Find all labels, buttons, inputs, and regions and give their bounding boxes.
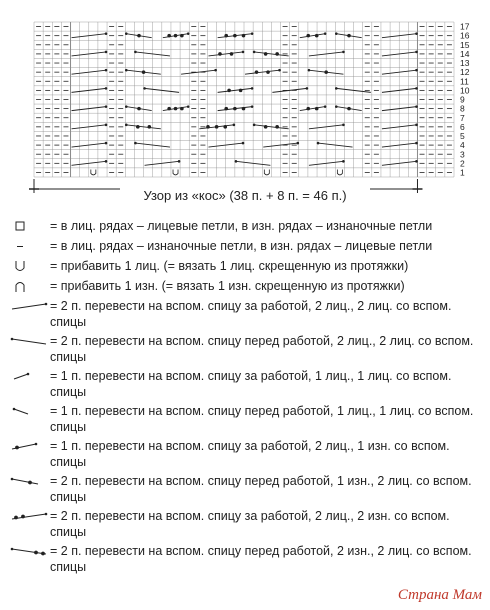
purl-dot — [315, 107, 319, 111]
cable-tip — [415, 32, 418, 35]
cable-tip — [214, 69, 217, 72]
purl-dot — [255, 70, 259, 74]
purl-dot — [167, 34, 171, 38]
cable-mark — [125, 32, 152, 37]
cable-tip — [105, 32, 108, 35]
purl-dot — [136, 125, 140, 129]
cable-tip — [105, 124, 108, 127]
row-number: 16 — [460, 30, 470, 41]
cable-mark — [72, 87, 108, 92]
purl-dot — [142, 70, 146, 74]
cable-2-2-back-icon — [8, 298, 50, 315]
knitting-chart — [0, 0, 490, 205]
purl-dot — [264, 125, 268, 129]
purl-dot — [264, 52, 268, 56]
legend-text: = 1 п. перевести на вспом. спицу за работой, 2 лиц., 1 изн. со вспом. спицы — [50, 439, 450, 469]
legend-item — [8, 258, 478, 275]
legend-text: = в лиц. рядах – лицевые петли, в изн. рядах – изнаночные петли — [50, 219, 433, 233]
purl-dot — [215, 125, 219, 129]
cable-tip — [415, 105, 418, 108]
cable-tip — [415, 51, 418, 54]
legend-item — [8, 333, 478, 365]
cable-mark — [382, 32, 418, 37]
cable-mark — [163, 105, 190, 110]
symbol-legend — [8, 218, 478, 578]
legend-text: = 1 п. перевести на вспом. спицу перед работой, 1 лиц., 1 лиц. со вспом. спицы — [50, 404, 474, 434]
purl-dot — [180, 34, 184, 38]
cable-tip — [415, 69, 418, 72]
cable-tip — [178, 160, 181, 163]
cable-tip — [235, 160, 238, 163]
cable-mark — [72, 105, 108, 110]
row-number: 8 — [460, 103, 465, 114]
purl-dot — [167, 107, 171, 111]
row-number: 2 — [460, 158, 465, 169]
cable-mark — [208, 51, 244, 56]
cable-1-1-back-icon — [8, 368, 50, 385]
legend-text: = 2 п. перевести на вспом. спицу за работой, 2 лиц., 2 лиц. со вспом. спицы — [50, 299, 452, 329]
purl-dot — [242, 107, 246, 111]
legend-text: = прибавить 1 изн. (= вязать 1 изн. скрещенную из протяжки) — [50, 279, 405, 293]
cable-mark — [245, 69, 281, 74]
purl-dot — [239, 89, 243, 93]
cable-mark — [72, 51, 108, 56]
cable-tip — [125, 105, 128, 108]
cable-tip — [187, 32, 190, 35]
cable-mark — [253, 51, 289, 56]
purl-dot — [180, 107, 184, 111]
cable-tip — [415, 142, 418, 145]
purl-dot — [233, 34, 237, 38]
row-numbers — [460, 22, 470, 178]
cable-tip — [105, 142, 108, 145]
purl-dot — [266, 70, 270, 74]
site-watermark: Страна Мам — [397, 587, 482, 603]
legend-item — [8, 403, 478, 435]
row-number: 7 — [460, 112, 465, 123]
cable-mark — [382, 105, 418, 110]
cable-tip — [324, 105, 327, 108]
cable-mark — [125, 105, 152, 110]
row-number: 5 — [460, 131, 465, 142]
cable-mark — [125, 69, 161, 74]
cable-mark — [308, 69, 344, 74]
purl-dot — [223, 125, 227, 129]
row-number: 14 — [460, 48, 470, 59]
cable-tip — [143, 87, 146, 90]
purl-dot — [324, 70, 328, 74]
cable-tip — [251, 87, 254, 90]
cable-tip — [415, 87, 418, 90]
cable-tip — [105, 51, 108, 54]
purl-dot — [230, 52, 234, 56]
cable-mark — [335, 87, 371, 92]
purl-dot — [174, 34, 178, 38]
cable-mark — [134, 51, 170, 56]
cable-mark — [382, 87, 418, 92]
cable-mark — [263, 142, 299, 147]
chart-grid — [34, 22, 454, 177]
row-number: 1 — [460, 167, 465, 178]
cable-tip — [134, 142, 137, 145]
purl-dot — [306, 34, 310, 38]
cable-mark — [163, 32, 190, 37]
cable-mark — [134, 142, 170, 147]
row-number: 13 — [460, 58, 470, 69]
purl-dot — [206, 125, 210, 129]
row-number: 6 — [460, 121, 465, 132]
cable-mark — [72, 69, 108, 74]
cable-tip — [134, 51, 137, 54]
cable-tip — [317, 142, 320, 145]
legend-text: = 2 п. перевести на вспом. спицу за работой, 2 лиц., 2 изн. со вспом. спицы — [50, 509, 450, 539]
cable-2-2-purl-back-icon — [8, 508, 50, 525]
cable-2-1-purl-front-icon — [8, 473, 50, 490]
legend-text: = прибавить 1 лиц. (= вязать 1 лиц. скрещенную из протяжки) — [50, 259, 409, 273]
cable-mark — [218, 87, 254, 92]
cable-mark — [72, 160, 108, 165]
cable-mark — [335, 105, 362, 110]
cable-mark — [300, 32, 327, 37]
cable-tip — [278, 69, 281, 72]
purl-dot — [218, 52, 222, 56]
increase-mark — [91, 169, 96, 175]
purl-dot — [174, 107, 178, 111]
row-number: 9 — [460, 94, 465, 105]
cable-mark — [72, 124, 108, 129]
purl-dot — [137, 107, 141, 111]
cable-tip — [125, 124, 128, 127]
cable-tip — [105, 105, 108, 108]
cable-tip — [125, 69, 128, 72]
row-number: 4 — [460, 140, 465, 151]
cable-tip — [335, 87, 338, 90]
cable-mark — [199, 124, 235, 129]
purl-dot — [227, 89, 231, 93]
cable-1-1-front-icon — [8, 403, 50, 420]
purl-dot — [224, 34, 228, 38]
cable-mark — [272, 87, 308, 92]
cable-mark — [145, 160, 181, 165]
row-number: 3 — [460, 149, 465, 160]
legend-item — [8, 368, 478, 400]
legend-item — [8, 543, 478, 575]
cable-tip — [306, 87, 309, 90]
cable-tip — [335, 32, 338, 35]
chart-caption: Узор из «кос» (38 п. + 8 п. = 46 п.) — [143, 188, 347, 203]
cable-mark — [218, 32, 254, 37]
cable-tip — [296, 142, 299, 145]
purl-dot — [233, 107, 237, 111]
row-number: 17 — [460, 21, 470, 32]
cable-tip — [251, 105, 254, 108]
row-number: 10 — [460, 85, 470, 96]
cable-mark — [317, 142, 353, 147]
legend-item — [8, 473, 478, 505]
cable-tip — [335, 105, 338, 108]
purl-dot — [347, 107, 351, 111]
cable-tip — [415, 124, 418, 127]
increase-mark — [337, 169, 342, 175]
legend-item — [8, 238, 478, 255]
cable-mark — [309, 51, 345, 56]
cable-tip — [253, 124, 256, 127]
purl-dot — [275, 52, 279, 56]
cable-line — [300, 107, 325, 111]
purl-dot — [137, 34, 141, 38]
cable-tip — [233, 124, 236, 127]
legend-text: = 2 п. перевести на вспом. спицу перед работой, 2 лиц., 2 лиц. со вспом. спицы — [50, 334, 474, 364]
cable-mark — [309, 160, 345, 165]
cable-mark — [382, 124, 418, 129]
cable-mark — [181, 69, 217, 74]
legend-item — [8, 438, 478, 470]
row-number: 11 — [460, 76, 469, 87]
purl-dot — [347, 34, 351, 38]
empty-square-icon — [8, 218, 50, 235]
purl-dot — [315, 34, 319, 38]
cable-mark — [382, 51, 418, 56]
cable-mark — [235, 160, 271, 165]
cable-mark — [125, 124, 161, 129]
cable-mark — [208, 142, 244, 147]
legend-item — [8, 278, 478, 295]
cable-mark — [218, 105, 254, 110]
cable-tip — [342, 160, 345, 163]
cable-tip — [105, 87, 108, 90]
cable-tip — [253, 51, 256, 54]
cable-tip — [105, 69, 108, 72]
purl-dot — [275, 125, 279, 129]
increase-mark — [264, 169, 269, 175]
cable-2-2-purl-front-icon — [8, 543, 50, 560]
cable-line — [300, 34, 325, 38]
purl-dot — [224, 107, 228, 111]
cable-tip — [324, 32, 327, 35]
legend-text: = в лиц. рядах – изнаночные петли, в изн. рядах – лицевые петли — [50, 239, 433, 253]
cable-mark — [309, 124, 345, 129]
cable-2-2-front-icon — [8, 333, 50, 350]
cable-tip — [342, 51, 345, 54]
cable-tip — [242, 142, 245, 145]
legend-text: = 2 п. перевести на вспом. спицу перед работой, 1 изн., 2 лиц. со вспом. спицы — [50, 474, 472, 504]
purl-dot — [306, 107, 310, 111]
cable-1-2-purl-back-icon — [8, 438, 50, 455]
cable-tip — [187, 105, 190, 108]
legend-text: = 2 п. перевести на вспом. спицу перед работой, 2 изн., 2 лиц. со вспом. спицы — [50, 544, 472, 574]
cable-tip — [105, 160, 108, 163]
cable-mark — [300, 105, 327, 110]
increase-mark — [173, 169, 178, 175]
cable-mark — [382, 69, 418, 74]
cable-tip — [251, 32, 254, 35]
cable-mark — [382, 142, 418, 147]
knit-increase-icon — [8, 258, 50, 275]
purl-dot — [148, 125, 152, 129]
cable-mark — [72, 142, 108, 147]
cable-mark — [72, 32, 108, 37]
row-number: 12 — [460, 67, 470, 78]
legend-text: = 1 п. перевести на вспом. спицу за работой, 1 лиц., 1 лиц. со вспом. спицы — [50, 369, 452, 399]
cable-tip — [415, 160, 418, 163]
cable-mark — [335, 32, 362, 37]
cable-tip — [308, 69, 311, 72]
cable-mark — [253, 124, 289, 129]
cable-tip — [242, 51, 245, 54]
dash-icon — [8, 238, 50, 255]
legend-item — [8, 218, 478, 235]
cable-mark — [382, 160, 418, 165]
row-number: 15 — [460, 39, 470, 50]
cable-tip — [125, 32, 128, 35]
cable-tip — [342, 124, 345, 127]
legend-item — [8, 298, 478, 330]
cable-mark — [143, 87, 179, 92]
purl-dot — [242, 34, 246, 38]
legend-item — [8, 508, 478, 540]
purl-increase-icon — [8, 278, 50, 295]
